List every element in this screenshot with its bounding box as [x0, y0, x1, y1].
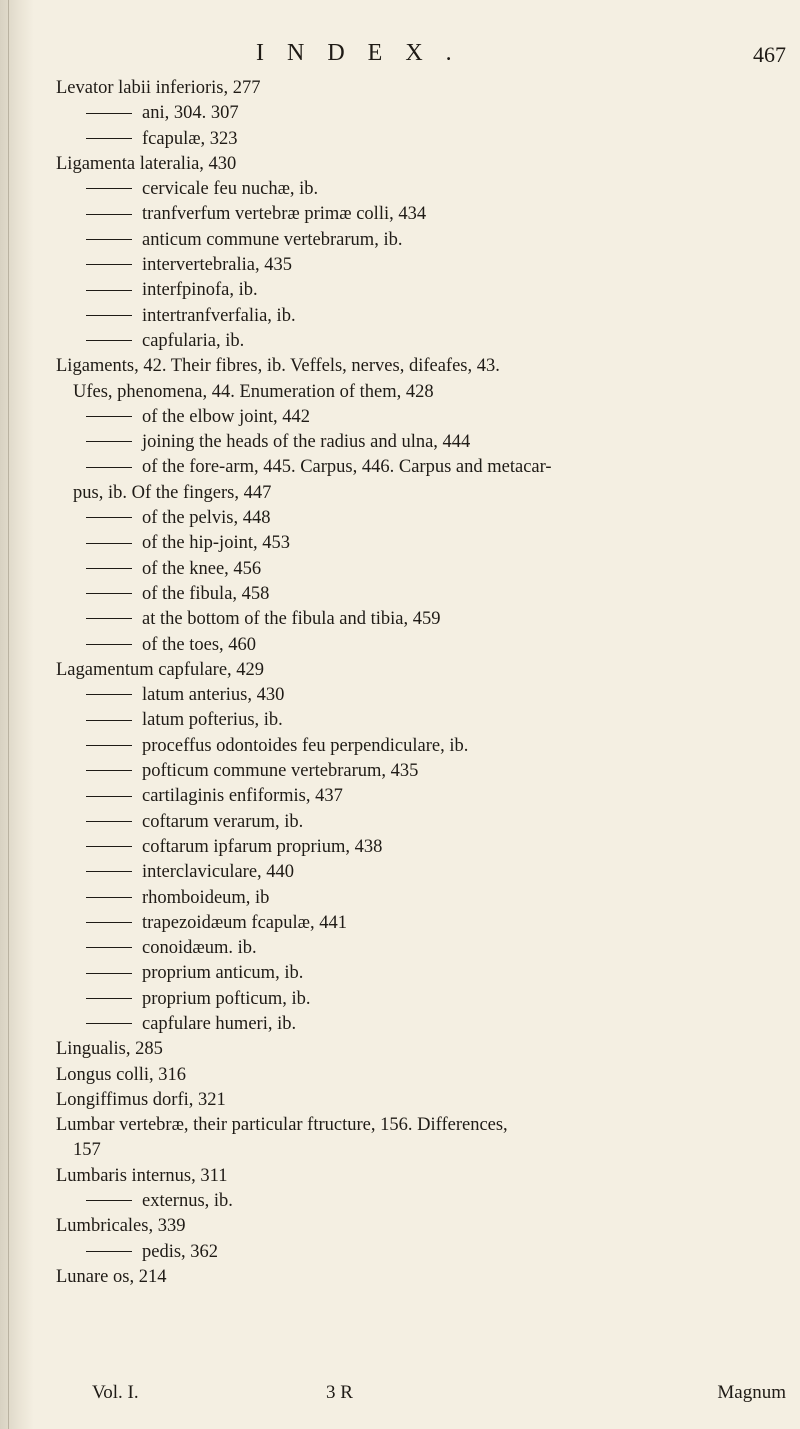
index-subentry [56, 127, 786, 152]
index-subentry [56, 683, 786, 708]
entry-text: proprium pofticum, ib. [142, 988, 311, 1009]
entry-text: Ligamenta lateralia, 430 [56, 153, 237, 174]
ditto-dash [86, 568, 132, 569]
index-subentry [56, 936, 786, 961]
index-subentry [56, 101, 786, 126]
entry-text: anticum commune vertebrarum, ib. [142, 229, 403, 250]
entry-text: tranfverfum vertebræ primæ colli, 434 [142, 204, 427, 225]
index-entry [56, 1164, 786, 1189]
ditto-dash [86, 922, 132, 923]
entry-text: at the bottom of the fibula and tibia, 459 [142, 609, 441, 630]
header-title: INDEX. [256, 40, 475, 66]
index-subentry [56, 430, 786, 455]
ditto-dash [86, 897, 132, 898]
book-spine-shadow [0, 0, 34, 1429]
ditto-dash [86, 720, 132, 721]
entry-text: latum anterius, 430 [142, 685, 285, 706]
ditto-dash [86, 1200, 132, 1201]
index-subentry [56, 860, 786, 885]
entry-text: externus, ib. [142, 1191, 233, 1212]
entry-text: 157 [73, 1140, 101, 1161]
entry-text: of the fibula, 458 [142, 583, 270, 604]
page-header [56, 40, 786, 74]
index-subentry [56, 734, 786, 759]
entry-text: Lingualis, 285 [56, 1039, 163, 1060]
ditto-dash [86, 315, 132, 316]
index-continuation [56, 1138, 786, 1163]
index-subentry [56, 405, 786, 430]
ditto-dash [86, 239, 132, 240]
index-subentry [56, 810, 786, 835]
entry-text: pus, ib. Of the fingers, 447 [73, 482, 272, 503]
index-subentry [56, 835, 786, 860]
entry-text: trapezoidæum fcapulæ, 441 [142, 912, 347, 933]
ditto-dash [86, 871, 132, 872]
index-entry [56, 1063, 786, 1088]
page-footer [92, 1382, 786, 1408]
ditto-dash [86, 846, 132, 847]
ditto-dash [86, 973, 132, 974]
entry-text: of the hip-joint, 453 [142, 533, 290, 554]
volume-label: Vol. I. [92, 1382, 139, 1403]
entry-text: of the pelvis, 448 [142, 508, 271, 529]
entry-text: cervicale feu nuchæ, ib. [142, 179, 319, 200]
entry-text: intertranfverfalia, ib. [142, 305, 296, 326]
entry-text: proceffus odontoides feu perpendiculare, ib. [142, 735, 469, 756]
gutter-line [8, 0, 9, 1429]
entry-text: cartilaginis enfiformis, 437 [142, 786, 343, 807]
entry-text: capfulare humeri, ib. [142, 1013, 297, 1034]
catchword: Magnum [717, 1382, 786, 1403]
index-subentry [56, 1240, 786, 1265]
index-subentry [56, 633, 786, 658]
index-subentry [56, 911, 786, 936]
entry-text: of the elbow joint, 442 [142, 406, 311, 427]
index-entry [56, 1265, 786, 1290]
index-entry [56, 1113, 786, 1138]
entry-text: intervertebralia, 435 [142, 255, 292, 276]
index-subentry [56, 1012, 786, 1037]
ditto-dash [86, 770, 132, 771]
entry-text: capfularia, ib. [142, 330, 245, 351]
entry-text: of the fore-arm, 445. Carpus, 446. Carpus and metacar- [142, 457, 552, 478]
ditto-dash [86, 644, 132, 645]
index-entry [56, 1088, 786, 1113]
entry-text: interclaviculare, 440 [142, 862, 295, 883]
ditto-dash [86, 543, 132, 544]
entry-text: pofticum commune vertebrarum, 435 [142, 761, 419, 782]
entry-text: of the toes, 460 [142, 634, 257, 655]
entry-text: Ligaments, 42. Their fibres, ib. Veffels, nerves, difeafes, 43. [56, 356, 500, 377]
ditto-dash [86, 1023, 132, 1024]
index-entry [56, 1214, 786, 1239]
entry-text: Lagamentum capfulare, 429 [56, 659, 265, 680]
entry-text: ani, 304. 307 [142, 103, 239, 124]
index-subentry [56, 961, 786, 986]
index-entry [56, 76, 786, 101]
index-entries [56, 76, 786, 1290]
entry-text: Lumbaris internus, 311 [56, 1165, 228, 1186]
entry-text: Levator labii inferioris, 277 [56, 78, 261, 98]
index-subentry [56, 304, 786, 329]
entry-text: Longiffimus dorfi, 321 [56, 1089, 226, 1110]
entry-text: Lunare os, 214 [56, 1266, 167, 1287]
ditto-dash [86, 441, 132, 442]
index-subentry [56, 759, 786, 784]
entry-text: of the knee, 456 [142, 558, 262, 579]
index-subentry [56, 253, 786, 278]
index-subentry [56, 987, 786, 1012]
ditto-dash [86, 264, 132, 265]
entry-text: Ufes, phenomena, 44. Enumeration of them, 428 [73, 381, 434, 402]
entry-text: interfpinofa, ib. [142, 280, 258, 301]
index-subentry [56, 506, 786, 531]
ditto-dash [86, 947, 132, 948]
ditto-dash [86, 796, 132, 797]
entry-text: fcapulæ, 323 [142, 128, 238, 149]
index-continuation [56, 380, 786, 405]
index-subentry [56, 557, 786, 582]
ditto-dash [86, 214, 132, 215]
index-subentry [56, 582, 786, 607]
ditto-dash [86, 340, 132, 341]
entry-text: Longus colli, 316 [56, 1064, 187, 1085]
entry-text: pedis, 362 [142, 1241, 219, 1262]
index-entry [56, 152, 786, 177]
ditto-dash [86, 745, 132, 746]
index-subentry [56, 177, 786, 202]
ditto-dash [86, 517, 132, 518]
index-page [56, 40, 786, 1412]
entry-text: Lumbar vertebræ, their particular ftructure, 156. Differences, [56, 1115, 508, 1136]
signature-mark: 3 R [326, 1382, 353, 1403]
entry-text: conoidæum. ib. [142, 938, 257, 959]
entry-text: coftarum ipfarum proprium, 438 [142, 836, 383, 857]
entry-text: proprium anticum, ib. [142, 963, 304, 984]
ditto-dash [86, 113, 132, 114]
index-entry [56, 658, 786, 683]
index-subentry [56, 886, 786, 911]
index-subentry [56, 455, 786, 480]
index-subentry [56, 784, 786, 809]
index-subentry [56, 202, 786, 227]
entry-text: joining the heads of the radius and ulna, 444 [142, 432, 471, 453]
ditto-dash [86, 998, 132, 999]
entry-text: rhomboideum, ib [142, 887, 270, 908]
entry-text: latum pofterius, ib. [142, 710, 283, 731]
ditto-dash [86, 618, 132, 619]
ditto-dash [86, 1251, 132, 1252]
ditto-dash [86, 290, 132, 291]
ditto-dash [86, 416, 132, 417]
index-subentry [56, 329, 786, 354]
ditto-dash [86, 467, 132, 468]
index-subentry [56, 1189, 786, 1214]
index-subentry [56, 278, 786, 303]
index-subentry [56, 708, 786, 733]
ditto-dash [86, 694, 132, 695]
index-subentry [56, 228, 786, 253]
index-entry [56, 1037, 786, 1062]
ditto-dash [86, 593, 132, 594]
ditto-dash [86, 138, 132, 139]
index-subentry [56, 531, 786, 556]
entry-text: coftarum verarum, ib. [142, 811, 304, 832]
index-entry [56, 354, 786, 379]
page-number: 467 [753, 42, 786, 67]
index-subentry [56, 607, 786, 632]
ditto-dash [86, 821, 132, 822]
ditto-dash [86, 188, 132, 189]
entry-text: Lumbricales, 339 [56, 1216, 186, 1237]
index-continuation [56, 481, 786, 506]
